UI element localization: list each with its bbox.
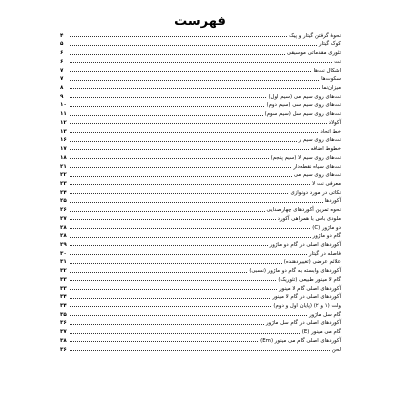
toc-entry-title: گام لا مینور طبیعی (تئوریک): [278, 276, 341, 283]
toc-entry-title: نت‌های روی سیم می (سیم اول): [268, 93, 341, 100]
toc-entry-page: ۳۷: [60, 329, 67, 336]
toc-entry-title: خط اتحاد: [320, 128, 341, 135]
toc-entry-page: ۷: [60, 76, 64, 83]
toc-entry-title: آکوردهای اصلی در گام سل ماژور: [266, 320, 341, 327]
toc-entry: [60, 117, 341, 126]
toc-entry-page: ۱۷: [60, 146, 67, 153]
dot-leader: [70, 87, 320, 89]
toc-entry-title: نت‌های روی سیم می: [293, 172, 341, 179]
dot-leader: [70, 340, 258, 342]
toc-entry-page: ۸: [60, 85, 64, 92]
toc-entry-page: ۲۷: [60, 215, 67, 222]
toc-entry-page: ۱۱: [60, 111, 67, 118]
dot-leader: [70, 227, 310, 229]
toc-entry-title: معرفی نت لا: [312, 180, 341, 187]
toc-entry: [60, 326, 341, 335]
toc-entry-title: نحوهٔ گرفتن گیتار و پیک: [289, 32, 341, 39]
toc-entry: [60, 257, 341, 266]
toc-entry-title: گام می مینور (E): [301, 329, 341, 336]
toc-entry-title: اشکال نت‌ها: [313, 67, 341, 74]
toc-entry: [60, 82, 341, 91]
toc-entry-title: گام سل ماژور: [309, 311, 341, 318]
dot-leader: [70, 218, 276, 220]
toc-entry-title: آکوردهای اصلی در گام لا مینور: [272, 294, 341, 301]
dot-leader: [70, 314, 307, 316]
toc-entry: [60, 187, 341, 196]
dot-leader: [70, 279, 276, 281]
toc-entry-title: فاصله در گیتار: [309, 250, 341, 257]
dot-leader: [70, 61, 332, 63]
toc-entry-page: ۲۴: [60, 189, 67, 196]
toc-entry: [60, 126, 341, 135]
toc-entry-page: ۳۴: [60, 294, 67, 301]
dot-leader: [70, 53, 285, 55]
page-title: فهرست: [174, 14, 226, 29]
toc-entry: [60, 300, 341, 309]
dot-leader: [70, 70, 311, 72]
dot-leader: [70, 148, 309, 150]
dot-leader: [70, 96, 266, 98]
toc-entry: [60, 39, 341, 48]
toc-entry-title: آکوردهای اصلی گام لا مینور: [279, 285, 341, 292]
toc-entry: [60, 204, 341, 213]
dot-leader: [70, 140, 297, 142]
toc-entry-title: نت‌های روی سیم لا (سیم پنجم): [270, 154, 341, 161]
toc-entry-title: سکوت‌ها: [321, 76, 341, 83]
toc-entry-title: نحوه تمرین آکوردهای چهارصدایی: [266, 207, 341, 214]
toc-entry-page: ۱۲: [60, 119, 67, 126]
dot-leader: [70, 192, 288, 194]
toc-entry-page: ۲۲: [60, 172, 67, 179]
toc-entry-title: نت: [334, 58, 341, 65]
toc-entry: [60, 248, 341, 257]
toc-entry-page: ۳۶: [60, 320, 67, 327]
toc-entry: [60, 161, 341, 170]
toc-entry-title: علائم عرضی (تغییردهنده): [283, 259, 341, 266]
toc-entry: [60, 196, 341, 205]
dot-leader: [70, 175, 292, 177]
toc-entry-title: ولت (۱ و ۲) (پایان اول و دوم): [273, 303, 341, 309]
toc-entry-title: نت‌های روی سیم ر: [298, 137, 341, 144]
toc-entry: [60, 213, 341, 222]
toc-entry-page: ۵: [60, 41, 64, 48]
toc-entry-page: ۳۰: [60, 250, 67, 257]
dot-leader: [70, 253, 307, 255]
toc-entry-page: ۲۳: [60, 180, 67, 187]
toc-entry-page: ۱۶: [60, 137, 67, 144]
toc-entry-title: ملودی باس با همراهی آکورد: [277, 215, 341, 222]
toc-entry: [60, 91, 341, 100]
dot-leader: [70, 349, 330, 351]
toc-entry: [60, 335, 341, 344]
dot-leader: [70, 332, 300, 334]
toc-entry-page: ۲۶: [60, 207, 67, 214]
toc-entry-page: ۱۳: [60, 128, 67, 135]
toc-entry-title: نت‌های روی سیم سل (سیم سوم): [264, 111, 341, 118]
toc-entry: [60, 292, 341, 301]
toc-entry-page: ۲۸: [60, 233, 67, 240]
dot-leader: [70, 157, 269, 159]
dot-leader: [70, 262, 282, 264]
toc-entry-page: ۳۵: [60, 311, 67, 318]
toc-entry-page: ۲۹: [60, 241, 67, 248]
dot-leader: [70, 114, 263, 116]
toc-list: [60, 30, 341, 353]
toc-entry: [60, 309, 341, 318]
toc-entry-title: دو ماژور (C): [312, 224, 341, 231]
toc-entry-title: آکوردهای اصلی گام می مینور (Em): [260, 337, 341, 344]
toc-entry-page: ۴: [60, 32, 64, 39]
dot-leader: [70, 305, 271, 307]
toc-entry-title: تئوری مقدماتی موسیقی: [286, 50, 341, 57]
toc-entry-page: ۳۳: [60, 276, 67, 283]
toc-entry-title: گام دو ماژور: [312, 233, 341, 240]
dot-leader: [70, 35, 287, 37]
toc-entry-title: خطوط اضافه: [310, 146, 341, 153]
toc-entry: [60, 265, 341, 274]
toc-entry-page: ۳۱: [60, 259, 67, 266]
toc-entry-page: ۶: [60, 58, 64, 65]
toc-entry-page: ۹: [60, 93, 64, 100]
toc-entry: [60, 274, 341, 283]
toc-entry: [60, 283, 341, 292]
toc-entry: [60, 100, 341, 109]
toc-entry-page: ۲۵: [60, 198, 67, 205]
toc-entry: [60, 152, 341, 161]
toc-entry-page: ۲۸: [60, 224, 67, 231]
dot-leader: [70, 288, 277, 290]
toc-entry: [60, 143, 341, 152]
toc-entry-page: ۷: [60, 67, 64, 74]
dot-leader: [70, 210, 265, 212]
toc-entry: [60, 344, 341, 353]
toc-entry: [60, 170, 341, 179]
toc-entry-page: ۳۲: [60, 268, 67, 275]
toc-entry-title: آکوردهای اصلی در گام دو ماژور: [269, 241, 341, 248]
dot-leader: [70, 297, 270, 299]
dot-leader: [70, 271, 247, 273]
dot-leader: [70, 105, 264, 107]
toc-entry-page: ۳۶: [60, 346, 67, 353]
dot-leader: [70, 44, 317, 46]
toc-entry: [60, 135, 341, 144]
toc-entry: [60, 30, 341, 39]
toc-entry-title: نت‌های روی سیم سی (سیم دوم): [266, 102, 341, 109]
toc-entry-title: آکوردها: [324, 198, 341, 205]
toc-entry: [60, 65, 341, 74]
toc-entry-title: آکولاد: [328, 119, 341, 126]
dot-leader: [70, 122, 327, 124]
toc-entry-page: ۶: [60, 50, 64, 57]
toc-entry-title: نت‌های سیاه نقطه‌دار: [293, 163, 341, 170]
toc-entry-page: ۳۴: [60, 303, 67, 309]
toc-entry-page: ۳۳: [60, 285, 67, 292]
toc-entry: [60, 47, 341, 56]
toc-entry-title: کوک گیتار: [319, 41, 341, 48]
dot-leader: [70, 323, 264, 325]
toc-entry: [60, 318, 341, 327]
toc-entry: [60, 74, 341, 83]
toc-entry-title: نکاتی در مورد دونوازی: [290, 189, 341, 196]
toc-entry: [60, 222, 341, 231]
toc-entry: [60, 178, 341, 187]
toc-entry-page: ۱۸: [60, 154, 67, 161]
toc-entry-title: آکوردهای وابسته به گام دو ماژور (نسبی): [249, 268, 341, 275]
dot-leader: [70, 131, 318, 133]
toc-entry: [60, 239, 341, 248]
toc-entry-title: میزان‌نما: [321, 85, 341, 92]
toc-entry-page: ۳۸: [60, 337, 67, 344]
dot-leader: [70, 166, 291, 168]
toc-entry-page: ۱۰: [60, 102, 67, 109]
toc-entry: [60, 108, 341, 117]
toc-entry: [60, 231, 341, 240]
dot-leader: [70, 244, 268, 246]
toc-entry-page: ۲۱: [60, 163, 67, 170]
toc-entry: [60, 56, 341, 65]
dot-leader: [70, 236, 311, 238]
toc-entry-title: لحن: [331, 346, 341, 353]
dot-leader: [70, 183, 310, 185]
dot-leader: [70, 79, 319, 81]
dot-leader: [70, 201, 323, 203]
